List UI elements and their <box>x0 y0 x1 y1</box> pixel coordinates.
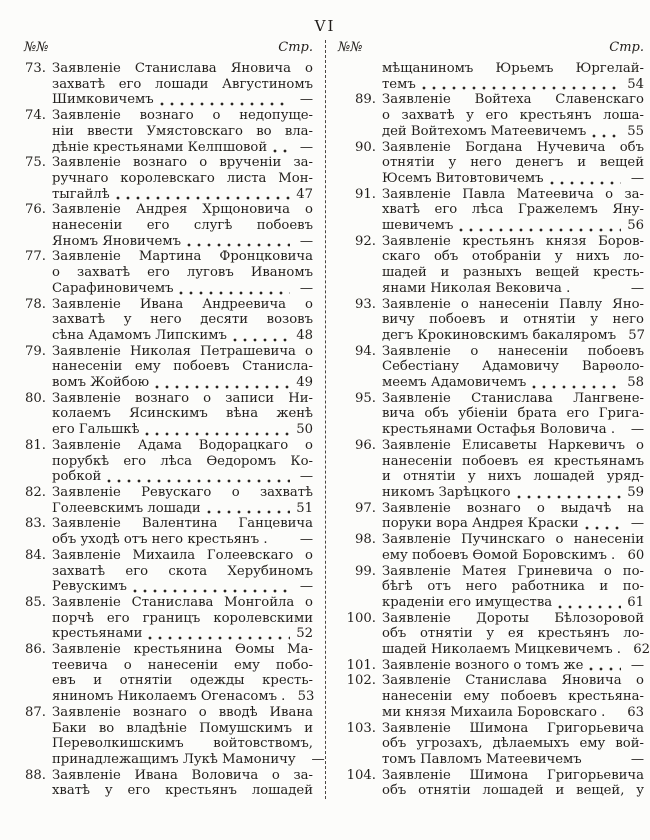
entry-last-line: янами Николая Вековича . <box>382 280 571 296</box>
dot-leader <box>179 291 290 295</box>
entry-number: 79. <box>25 343 46 359</box>
dot-leader <box>517 495 621 499</box>
entry-line: Заявленіе вознаго о выдачѣ на <box>382 500 644 516</box>
entry-line: Заявленіе Ивана Воловича о за- <box>52 767 313 783</box>
entry-last-line: шевичемъ <box>382 218 454 234</box>
entry-line: Заявленіе вознаго о врученіи за- <box>52 155 313 171</box>
entry-number: 83. <box>25 516 46 532</box>
entry-line: объ отнятіи у ея крестьянъ ло- <box>382 626 644 642</box>
entry-line: захватѣ у него десяти возовъ <box>52 312 313 328</box>
header-page-label: Стр. <box>278 40 313 55</box>
entry-last-line: дѣніе крестьянами Келпшовой <box>52 139 268 155</box>
entry-line: Заявленіе Шимона Григорьевича <box>382 720 644 736</box>
entry-number: 95. <box>355 390 376 406</box>
entry-pageline <box>52 579 313 595</box>
entry-text <box>52 202 313 249</box>
toc-entry <box>338 140 644 187</box>
entry-line: Заявленіе крестьянъ князя Боров- <box>382 233 644 249</box>
entry-text <box>382 768 644 799</box>
toc-column-left <box>0 40 325 799</box>
entry-text <box>382 61 644 92</box>
entry-text <box>382 610 650 658</box>
entry-line: Заявленіе крестьянина Ѳомы Ма- <box>52 642 313 658</box>
entry-last-line: шадей Николаемъ Мицкевичемъ . <box>382 642 621 658</box>
toc-entry <box>8 155 313 202</box>
entry-pageline <box>382 124 644 140</box>
toc-column-right <box>325 40 650 799</box>
entry-text <box>382 658 644 674</box>
toc-entry <box>8 768 313 799</box>
dot-leader <box>576 291 621 295</box>
entry-pageline <box>52 469 313 485</box>
entry-last-line: Заявленіе возного о томъ же <box>382 657 584 673</box>
entry-last-line: яниномъ Николаемъ Огенасомъ . <box>52 689 286 705</box>
entry-line: Заявленіе Войтеха Славенскаго <box>382 92 644 108</box>
entry-text <box>52 516 313 547</box>
entry-text <box>52 249 313 296</box>
toc-entry <box>338 187 644 234</box>
entry-text <box>52 61 313 108</box>
entry-last-line: Голеевскимъ лошади <box>52 500 201 516</box>
entry-text <box>382 564 644 611</box>
entry-line: евъ и отнятіи одежды кресть- <box>52 673 313 689</box>
toc-entry <box>338 610 650 658</box>
entry-page-number: — <box>630 657 644 673</box>
entry-last-line: Сарафиновичемъ <box>52 280 174 296</box>
entry-text <box>52 391 313 438</box>
entry-text <box>382 92 644 139</box>
entry-line: Баки во владѣніе Помушскимъ и <box>52 720 313 736</box>
entry-last-line: его Гальшкѣ <box>52 422 140 438</box>
dot-leader <box>589 667 621 671</box>
entry-last-line: объ уходѣ отъ него крестьянъ . <box>52 532 268 548</box>
column-header-right <box>338 40 644 57</box>
entry-line: Заявленіе Матея Гриневича о по- <box>382 563 644 579</box>
entry-page-number: — <box>299 92 313 108</box>
entry-page-number: 63 <box>627 704 644 720</box>
dot-leader <box>558 605 621 609</box>
entry-line: Переволкишскимъ войтовствомъ, <box>52 736 313 752</box>
entry-page-number: — <box>630 280 644 296</box>
toc-columns <box>0 40 650 799</box>
entry-line: бѣгѣ отъ него работника и по- <box>382 579 644 595</box>
entry-last-line: темъ <box>382 76 416 92</box>
dot-leader <box>550 181 621 185</box>
dot-leader <box>148 636 290 640</box>
entry-last-line: Яномъ Яновичемъ <box>52 233 181 249</box>
entry-page-number: 55 <box>627 123 644 139</box>
entry-pageline <box>382 281 644 297</box>
entry-line: шадей и разныхъ вещей кресть- <box>382 265 644 281</box>
entry-text <box>52 108 313 155</box>
entry-line: Заявленіе Елисаветы Наркевичъ о <box>382 437 644 453</box>
entry-line: Заявленіе Богдана Нучевича объ <box>382 139 644 155</box>
toc-entry <box>338 768 644 799</box>
entry-line: Заявленіе Николая Петрашевича о <box>52 343 313 359</box>
entry-pageline <box>52 532 313 548</box>
entry-pageline <box>52 751 325 768</box>
entry-line: хватѣ у его крестьянъ лошадей <box>52 783 313 799</box>
entry-text <box>52 485 313 516</box>
entry-line: Заявленіе вознаго о записи Ни- <box>52 390 313 406</box>
dot-leader <box>155 385 290 389</box>
entry-page-number: — <box>299 233 313 249</box>
entry-pageline <box>52 501 313 517</box>
entry-line: Заявленіе Ревускаго о захватѣ <box>52 484 313 500</box>
toc-entry <box>338 234 644 297</box>
toc-entry <box>338 391 644 438</box>
entry-pageline <box>382 752 644 768</box>
entry-pageline <box>52 328 313 344</box>
entry-page-number: 47 <box>296 186 313 202</box>
entry-page-number: — <box>630 751 644 767</box>
entry-text <box>382 532 644 563</box>
entry-last-line: томъ Павломъ Матеевичемъ <box>382 751 582 767</box>
dot-leader <box>532 385 621 389</box>
entry-number: 98. <box>355 532 376 548</box>
entry-number: 85. <box>25 594 46 610</box>
entry-number: 92. <box>355 233 376 249</box>
entry-line: Заявленіе Станислава Яновича о <box>382 673 644 689</box>
entry-line: вича объ убіеніи брата его Грига- <box>382 406 644 422</box>
entry-line: Заявленіе Станислава Монгойла о <box>52 594 313 610</box>
entry-last-line: Ревускимъ <box>52 579 127 595</box>
entry-text <box>52 438 313 485</box>
toc-entry <box>8 297 313 344</box>
entry-text <box>382 234 644 297</box>
entry-pageline <box>382 516 644 532</box>
entry-text <box>52 704 325 768</box>
entry-number: 84. <box>25 547 46 563</box>
entry-number: 93. <box>355 296 376 312</box>
entry-line: Заявленіе Мартина Фронцковича <box>52 249 313 265</box>
dot-leader <box>160 102 290 106</box>
entry-line: нанесеніи ему побоевъ крестьяна- <box>382 689 644 705</box>
entry-number: 91. <box>355 186 376 202</box>
entry-text <box>52 595 313 642</box>
toc-entry <box>338 564 644 611</box>
dot-leader <box>588 762 621 766</box>
entry-line: объ угрозахъ, дѣлаемыхъ ему вой- <box>382 736 644 752</box>
entry-line: Заявленіе Адама Водорацкаго о <box>52 437 313 453</box>
entry-line: Заявленіе о нанесеніи Павлу Яно- <box>382 296 644 312</box>
entry-pageline <box>382 375 644 391</box>
toc-entry <box>338 61 644 92</box>
entry-page-number: 53 <box>297 689 315 705</box>
entry-line: захватѣ его лошади Августиномъ <box>52 76 313 92</box>
entry-page-number: — <box>299 579 313 595</box>
entry-text <box>52 297 313 344</box>
toc-entry <box>8 516 313 547</box>
entry-page-number: 58 <box>627 375 644 391</box>
entry-number: 76. <box>25 202 46 218</box>
entry-pageline <box>382 642 650 658</box>
entry-page-number: 57 <box>628 327 646 343</box>
toc-entry <box>8 704 325 768</box>
entry-number: 103. <box>346 720 376 736</box>
toc-entries-left <box>8 61 325 799</box>
entry-last-line: робкой <box>52 469 102 485</box>
entry-page-number: — <box>630 516 644 532</box>
entry-text <box>382 187 644 234</box>
entry-number: 104. <box>346 767 376 783</box>
entry-pageline <box>52 140 313 156</box>
entry-number: 87. <box>25 704 46 720</box>
entry-line: колаемъ Ясинскимъ вѣна женѣ <box>52 406 313 422</box>
entry-text <box>382 438 644 501</box>
toc-entry <box>338 297 644 344</box>
entry-line: Заявленіе Павла Матеевича о за- <box>382 186 644 202</box>
entry-last-line: никомъ Зарѣцкого <box>382 484 511 500</box>
entry-line: Заявленіе вознаго о вводѣ Ивана <box>52 704 313 720</box>
entry-last-line: дегъ Крокиновскимъ бакаляромъ <box>382 327 617 343</box>
entry-page-number: — <box>311 751 325 767</box>
dot-leader <box>611 715 621 719</box>
entry-last-line: крестьянами <box>52 626 143 642</box>
entry-line: Заявленіе о нанесеніи побоевъ <box>382 343 644 359</box>
entry-last-line: принадлежащимъ Лукѣ Мамоничу <box>52 751 296 767</box>
toc-entry <box>8 202 313 249</box>
dot-leader <box>459 228 621 232</box>
toc-entry <box>338 532 644 563</box>
entry-pageline <box>52 626 313 642</box>
entry-number: 78. <box>25 296 46 312</box>
entry-line: о захватѣ у его крестьянъ лоша- <box>382 108 644 124</box>
toc-entry <box>338 501 644 532</box>
entry-text <box>52 548 313 595</box>
dot-leader <box>133 589 290 593</box>
entry-number: 80. <box>25 390 46 406</box>
entry-pageline <box>382 705 644 721</box>
dot-leader <box>585 526 621 530</box>
entry-line: нанесеніи его слугѣ побоевъ <box>52 218 313 234</box>
entry-number: 102. <box>346 673 376 689</box>
toc-entry <box>338 721 644 768</box>
entry-line: Заявленіе Ивана Андреевича о <box>52 296 313 312</box>
entry-pageline <box>52 234 313 250</box>
entry-pageline <box>382 658 644 674</box>
entry-number: 100. <box>346 610 376 626</box>
entry-line: Заявленіе Андрея Хрщоновича о <box>52 202 313 218</box>
toc-entry <box>338 344 644 391</box>
column-header-left <box>8 40 313 57</box>
entry-text <box>382 673 644 720</box>
dot-leader <box>273 149 290 153</box>
dot-leader <box>422 86 621 90</box>
entry-last-line: вомъ Жойбою <box>52 375 150 391</box>
entry-page-number: 48 <box>296 327 313 343</box>
entry-line: Заявленіе Станислава Лангвене- <box>382 390 644 406</box>
entry-line: Заявленіе Шимона Григорьевича <box>382 767 644 783</box>
entry-line: Заявленіе Пучинскаго о нанесеніи <box>382 532 644 548</box>
dot-leader <box>145 432 290 436</box>
entry-number: 88. <box>25 767 46 783</box>
entry-line: Заявленіе Станислава Яновича о <box>52 61 313 76</box>
entry-line: нанесеніи побоевъ ея крестьянамъ <box>382 453 644 469</box>
entry-line: порубкѣ его лѣса Ѳедоромъ Ко- <box>52 453 313 469</box>
entry-page-number: — <box>299 469 313 485</box>
entry-line: Заявленіе Михаила Голеевскаго о <box>52 547 313 563</box>
entry-number: 74. <box>25 108 46 124</box>
entry-last-line: дей Войтехомъ Матеевичемъ <box>382 123 587 139</box>
toc-entries-right <box>338 61 650 799</box>
entry-text <box>382 344 644 391</box>
entry-page-number: — <box>299 532 313 548</box>
entry-page-number: — <box>299 139 313 155</box>
entry-page-number: 51 <box>296 500 313 516</box>
toc-entry <box>8 438 313 485</box>
entry-pageline <box>52 375 313 391</box>
entry-line: порчѣ его границъ королевскими <box>52 610 313 626</box>
entry-line: о захватѣ его луговъ Иваномъ <box>52 265 313 281</box>
entry-last-line: крестьянами Остафья Воловича . <box>382 422 616 438</box>
entry-number: 81. <box>25 437 46 453</box>
entry-pageline <box>382 171 644 187</box>
entry-text <box>52 642 313 705</box>
toc-entry <box>338 92 644 139</box>
entry-pageline <box>52 92 313 108</box>
entry-page-number: 62 <box>633 642 650 658</box>
entry-line: хватѣ его лѣса Гражелемъ Яну- <box>382 202 644 218</box>
entry-pageline <box>52 689 313 705</box>
entry-last-line: меемъ Адамовичемъ <box>382 375 527 391</box>
entry-number: 82. <box>25 484 46 500</box>
dot-leader <box>187 243 290 247</box>
entry-page-number: — <box>630 422 645 438</box>
entry-page-number: 52 <box>296 626 313 642</box>
entry-number: 77. <box>25 249 46 265</box>
entry-line: скаго объ отобраніи у нихъ ло- <box>382 249 644 265</box>
toc-entry <box>8 249 313 296</box>
entry-number: 86. <box>25 642 46 658</box>
entry-pageline <box>382 328 644 344</box>
entry-line: Заявленіе Дороты Бѣлозоровой <box>382 610 644 626</box>
dot-leader <box>592 134 621 138</box>
entry-number: 101. <box>346 657 376 673</box>
entry-text <box>382 721 644 768</box>
entry-line: мѣщаниномъ Юрьемъ Юргелай- <box>382 61 644 76</box>
entry-text <box>382 140 644 187</box>
entry-number: 99. <box>355 563 376 579</box>
toc-entry <box>338 673 644 720</box>
entry-line: захватѣ его скота Херубиномъ <box>52 563 313 579</box>
dot-leader <box>274 542 290 546</box>
toc-entry <box>8 642 313 705</box>
header-entry-numbers: №№ <box>24 40 49 55</box>
entry-page-number: 50 <box>296 422 313 438</box>
entry-pageline <box>52 187 313 203</box>
entry-line: теевича о нанесеніи ему побо- <box>52 657 313 673</box>
entry-pageline <box>382 218 644 234</box>
entry-line: ніи ввести Умястовскаго во вла- <box>52 123 313 139</box>
dot-leader <box>107 479 290 483</box>
entry-line: Себестіану Адамовичу Варѳоло- <box>382 359 644 375</box>
entry-text <box>52 155 313 202</box>
entry-text <box>382 391 644 438</box>
page-number-folio: VI <box>314 17 336 35</box>
entry-line: Заявленіе вознаго о недопуще- <box>52 108 313 124</box>
entry-page-number: — <box>630 170 644 186</box>
entry-number: 96. <box>355 437 376 453</box>
toc-entry <box>8 485 313 516</box>
toc-entry <box>8 344 313 391</box>
entry-number: 73. <box>25 61 46 76</box>
header-entry-numbers: №№ <box>338 40 363 55</box>
entry-line: отнятіи у него денегъ и вещей <box>382 155 644 171</box>
entry-page-number: 61 <box>627 594 644 610</box>
entry-line: нанесеніи ему побоевъ Станисла- <box>52 359 313 375</box>
entry-pageline <box>382 77 644 93</box>
toc-entry <box>8 391 313 438</box>
entry-text <box>52 768 313 799</box>
entry-page-number: — <box>299 280 313 296</box>
toc-entry <box>8 61 313 108</box>
entry-line: ручнаго королевскаго листа Мон- <box>52 170 313 186</box>
entry-pageline <box>382 595 644 611</box>
entry-number: 75. <box>25 155 46 171</box>
entry-pageline <box>382 422 644 438</box>
dot-leader <box>207 510 290 514</box>
entry-page-number: 60 <box>627 547 645 563</box>
entry-number: 94. <box>355 343 376 359</box>
entry-last-line: Шимковичемъ <box>52 92 154 108</box>
entry-page-number: 49 <box>296 375 313 391</box>
entry-number: 89. <box>355 92 376 108</box>
entry-pageline <box>52 281 313 297</box>
entry-page-number: 54 <box>627 76 644 92</box>
entry-text <box>382 501 644 532</box>
toc-entry <box>338 438 644 501</box>
entry-number: 90. <box>355 139 376 155</box>
entry-last-line: сѣна Адамомъ Липскимъ <box>52 327 227 343</box>
toc-entry <box>8 595 313 642</box>
entry-last-line: тыгайлѣ <box>52 186 110 202</box>
entry-number <box>338 61 382 92</box>
entry-page-number: 59 <box>627 484 644 500</box>
entry-text <box>382 297 644 344</box>
entry-last-line: ми князя Михаила Боровскаго . <box>382 704 606 720</box>
entry-last-line: ему побоевъ Ѳомой Боровскимъ . <box>382 547 616 563</box>
entry-number: 97. <box>355 500 376 516</box>
entry-line: и отнятіи у нихъ лошадей уряд- <box>382 469 644 485</box>
entry-text <box>52 344 313 391</box>
entry-page-number: 56 <box>627 218 644 234</box>
header-page-label: Стр. <box>609 40 644 55</box>
toc-entry <box>338 658 644 674</box>
toc-entry <box>8 548 313 595</box>
entry-line: вичу побоевъ и отнятіи у него <box>382 312 644 328</box>
entry-pageline <box>52 422 313 438</box>
dot-leader <box>233 338 290 342</box>
toc-entry <box>8 108 313 155</box>
entry-last-line: краденіи его имущества <box>382 594 553 610</box>
dot-leader <box>116 196 290 200</box>
entry-last-line: поруки вора Андрея Краски <box>382 516 579 532</box>
entry-pageline <box>382 548 644 564</box>
entry-pageline <box>382 485 644 501</box>
entry-last-line: Юсемъ Витовтовичемъ <box>382 170 544 186</box>
entry-line: Заявленіе Валентина Ганцевича <box>52 516 313 532</box>
entry-line: объ отнятіи лошадей и вещей, у <box>382 783 644 799</box>
